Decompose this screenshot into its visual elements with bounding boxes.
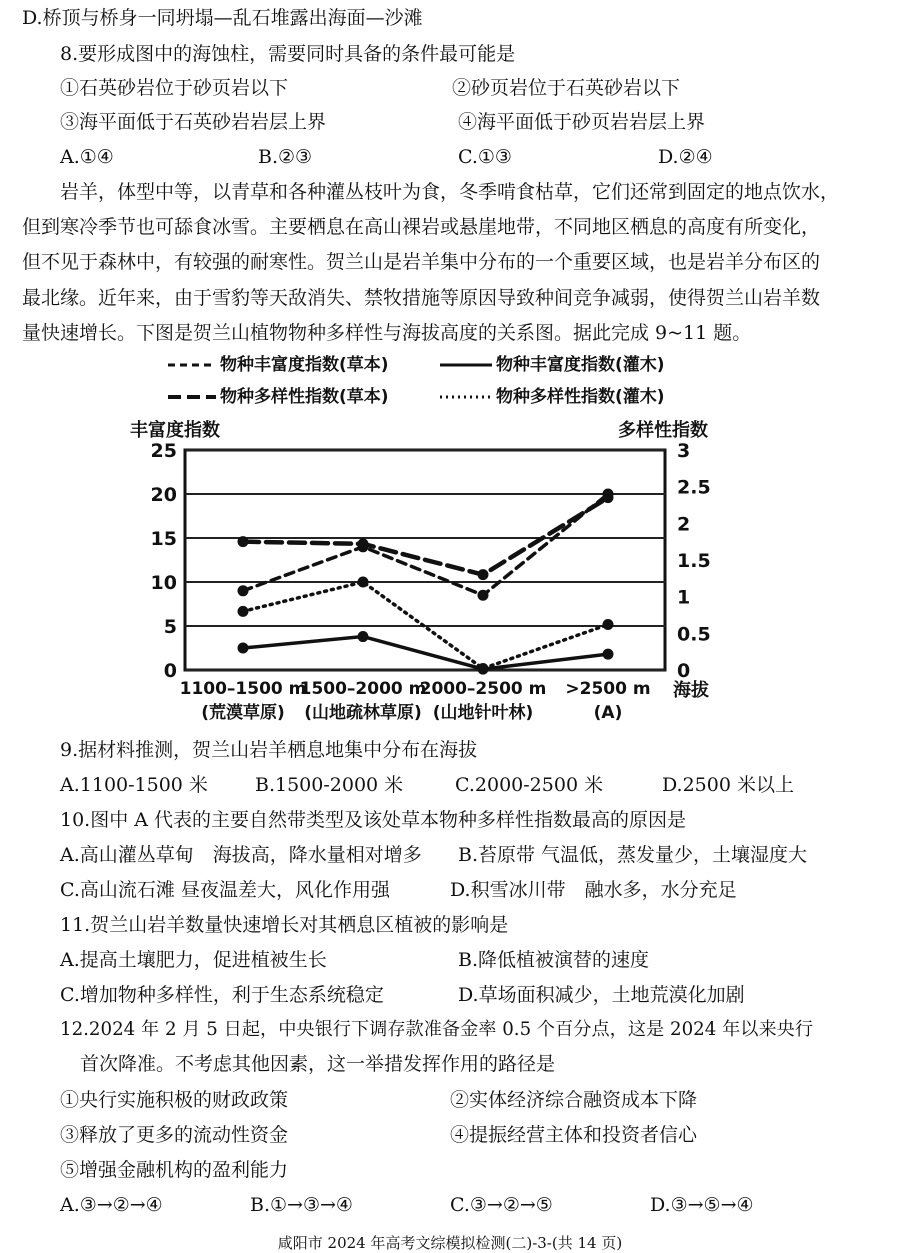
q11-option-c: C.增加物种多样性，利于生态系统稳定: [60, 984, 384, 1006]
q8-option-a: A.①④: [60, 146, 114, 168]
data-point: [238, 643, 249, 654]
line-chart: [0, 420, 900, 750]
x-tick-label: 2000–2500 m: [419, 679, 547, 699]
x-tick-label: >2500 m: [565, 679, 651, 699]
q12-stem-line-2: 首次降准。不考虑其他因素，这一举措发挥作用的路径是: [80, 1053, 556, 1075]
passage-line-4: 最北缘。近年来，由于雪豹等天敌消失、禁牧措施等原因导致种间竞争减弱，使得贺兰山岩羊数: [22, 287, 821, 309]
right-tick-label: 0: [677, 660, 691, 682]
q12-option-b: B.①→③→④: [250, 1194, 353, 1216]
q12-item-3: ③释放了更多的流动性资金: [60, 1124, 289, 1146]
q8-stem: 8.要形成图中的海蚀柱，需要同时具备的条件最可能是: [60, 43, 516, 65]
q9-option-d: D.2500 米以上: [662, 774, 794, 796]
q10-option-c: C.高山流石滩 昼夜温差大，风化作用强: [60, 879, 390, 901]
q12-option-d: D.③→⑤→④: [650, 1194, 754, 1216]
q12-item-5: ⑤增强金融机构的盈利能力: [60, 1159, 289, 1181]
x-tick-label: (山地针叶林): [432, 703, 534, 723]
left-tick-label: 15: [150, 528, 177, 550]
q9-option-b: B.1500-2000 米: [255, 774, 404, 796]
right-tick-label: 3: [677, 440, 691, 462]
right-axis-title: 多样性指数: [618, 420, 708, 441]
q12-item-4: ④提振经营主体和投资者信心: [450, 1124, 698, 1146]
passage-line-1: 岩羊，体型中等，以青草和各种灌丛枝叶为食，冬季啃食枯草，它们还常到固定的地点饮水，: [60, 181, 840, 203]
left-axis-title: 丰富度指数: [130, 420, 220, 441]
data-point: [238, 585, 249, 596]
data-point: [603, 492, 614, 503]
page-footer: 咸阳市 2024 年高考文综模拟检测(二)-3-(共 14 页): [277, 1234, 623, 1252]
left-tick-label: 25: [150, 440, 177, 462]
legend-swatch-dot: [440, 392, 492, 402]
x-axis-title: 海拔: [673, 680, 709, 701]
data-point: [358, 577, 369, 588]
q8-option-d: D.②④: [658, 146, 713, 168]
q8-item-2: ②砂页岩位于石英砂岩以下: [452, 77, 681, 99]
x-tick-label: (山地疏林草原): [304, 703, 422, 723]
left-tick-label: 10: [150, 572, 177, 594]
legend-swatch-short-dash: [168, 360, 216, 370]
data-point: [358, 631, 369, 642]
q8-item-3: ③海平面低于石英砂岩岩层上界: [60, 111, 327, 133]
left-tick-label: 5: [163, 616, 177, 638]
q10-stem: 10.图中 A 代表的主要自然带类型及该处草本物种多样性指数最高的原因是: [60, 809, 687, 831]
x-tick-label: 1100–1500 m: [179, 679, 307, 699]
data-point: [238, 606, 249, 617]
right-tick-label: 0.5: [677, 623, 711, 646]
legend-herb-richness: [168, 350, 389, 375]
q9-option-a: A.1100-1500 米: [60, 774, 208, 796]
data-point: [603, 619, 614, 630]
q12-option-c: C.③→②→⑤: [450, 1194, 553, 1216]
left-tick-label: 20: [150, 484, 177, 506]
q10-option-a: A.高山灌丛草甸 海拔高，降水量相对增多: [60, 844, 422, 866]
q12-item-2: ②实体经济综合融资成本下降: [450, 1089, 698, 1111]
q9-stem: 9.据材料推测，贺兰山岩羊栖息地集中分布在海拔: [60, 739, 478, 761]
x-tick-label: (荒漠草原): [201, 703, 285, 723]
legend-shrub-richness: [440, 350, 665, 375]
left-tick-label: 0: [163, 660, 177, 682]
q11-option-a: A.提高土壤肥力，促进植被生长: [60, 949, 327, 971]
data-point: [478, 663, 489, 674]
legend-swatch-long-dash: [168, 392, 216, 402]
data-point: [238, 536, 249, 547]
data-point: [358, 538, 369, 549]
q11-option-d: D.草场面积减少，土地荒漠化加剧: [458, 984, 745, 1006]
x-tick-label: 1500–2000 m: [299, 679, 427, 699]
legend-label: 物种丰富度指数(灌木): [496, 355, 665, 375]
q12-option-a: A.③→②→④: [60, 1194, 163, 1216]
right-tick-label: 2.5: [677, 476, 711, 499]
data-point: [478, 590, 489, 601]
data-point: [478, 569, 489, 580]
q11-stem: 11.贺兰山岩羊数量快速增长对其栖息区植被的影响是: [60, 914, 509, 936]
passage-line-2: 但到寒冷季节也可舔食冰雪。主要栖息在高山裸岩或悬崖地带，不同地区栖息的高度有所变化，: [22, 216, 821, 238]
legend-herb-diversity: [168, 382, 389, 407]
q7-option-d: D.桥顶与桥身一同坍塌—乱石堆露出海面—沙滩: [22, 7, 423, 29]
right-tick-label: 1: [677, 586, 691, 609]
q8-option-b: B.②③: [258, 146, 313, 168]
q10-option-b: B.苔原带 气温低，蒸发量少，土壤湿度大: [458, 844, 808, 866]
x-tick-label: (A): [593, 703, 623, 723]
data-point: [603, 649, 614, 660]
q11-option-b: B.降低植被演替的速度: [458, 949, 650, 971]
series-line-2: [243, 637, 608, 670]
legend-label: 物种多样性指数(草本): [220, 387, 389, 407]
q12-item-1: ①央行实施积极的财政政策: [60, 1089, 289, 1111]
passage-line-5: 量快速增长。下图是贺兰山植物物种多样性与海拔高度的关系图。据此完成 9~11 题。: [22, 322, 752, 344]
q8-item-4: ④海平面低于砂页岩岩层上界: [458, 111, 706, 133]
right-tick-label: 2: [677, 513, 691, 536]
legend-shrub-diversity: [440, 382, 665, 407]
q10-option-d: D.积雪冰川带 融水多，水分充足: [450, 879, 737, 901]
right-tick-label: 1.5: [677, 550, 711, 572]
passage-line-3: 但不见于森林中，有较强的耐寒性。贺兰山是岩羊集中分布的一个重要区域，也是岩羊分布区的: [22, 251, 821, 273]
legend-swatch-solid: [440, 360, 492, 370]
legend-label: 物种多样性指数(灌木): [496, 387, 665, 407]
q8-item-1: ①石英砂岩位于砂页岩以下: [60, 77, 289, 99]
q9-option-c: C.2000-2500 米: [455, 774, 604, 796]
q12-stem-line-1: 12.2024 年 2 月 5 日起，中央银行下调存款准备金率 0.5 个百分点，这是 2024 年以来央行: [60, 1019, 814, 1040]
q8-option-c: C.①③: [458, 146, 512, 168]
legend-label: 物种丰富度指数(草本): [220, 355, 389, 375]
